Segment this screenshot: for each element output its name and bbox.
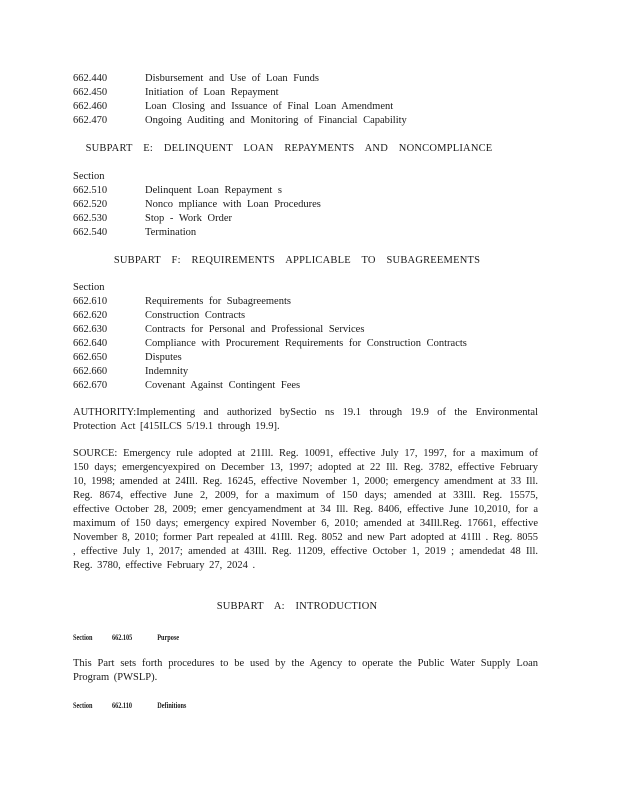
toc-entry-number: 662.640 bbox=[73, 338, 108, 349]
toc-entry bbox=[73, 198, 543, 212]
toc-entry-title: Compliance with Procurement Requirements for Construction Contracts bbox=[145, 338, 467, 349]
toc-entry-title: Stop - Work Order bbox=[145, 213, 232, 224]
section-heading-number: 662.110 bbox=[112, 701, 132, 710]
section-label: Section bbox=[73, 282, 105, 293]
subpart-e-heading: SUBPART E: DELINQUENT LOAN REPAYMENTS AND NONCOMPLIANCE bbox=[85, 143, 493, 154]
toc-entry bbox=[73, 212, 543, 226]
toc-entry-number: 662.540 bbox=[73, 227, 108, 238]
toc-entry-number: 662.650 bbox=[73, 352, 108, 363]
toc-entry-number: 662.660 bbox=[73, 366, 108, 377]
subpart-e-list bbox=[73, 170, 543, 240]
toc-entry bbox=[73, 295, 543, 309]
source-paragraph: SOURCE: Emergency rule adopted at 21Ill. Reg. 10091, effective July 17, 1997, for a maximum of 150 days; emergencyexpired on December 13, 1997; adopted at 22 Ill. Reg. 3782, effective February 10, 1998; amended at 24Ill. Reg. 16245, effective November 1, 2000; emergency amendment at 33 Ill. Reg. 8674, effective June 2, 2009, for a maximum of 150 days; amended at 33Ill. Reg. 15575, effective October 28, 2009; emer gencyamendment at 34 Ill. Reg. 8406, effective June 10,2010, for a maximum of 150 days; emergency expired November 6, 2010; amended at 34Ill.Reg. 17661, effective November 8, 2010; former Part repealed at 41Ill. Reg. 8052 and new Part adopted at 41Ill . Reg. 8055 , effective July 1, 2017; amended at 43Ill. Reg. 11209, effective October 1, 2019 ; amendedat 48 Ill. Reg. 3780, effective February 27, 2024 . bbox=[73, 448, 538, 571]
toc-entry-title: Delinquent Loan Repayment s bbox=[145, 185, 283, 196]
toc-entry-number: 662.530 bbox=[73, 213, 108, 224]
toc-entry-title: Termination bbox=[145, 227, 197, 238]
toc-entry-number: 662.520 bbox=[73, 199, 108, 210]
section-heading-purpose bbox=[73, 631, 179, 645]
toc-entry bbox=[73, 114, 543, 128]
section-label: Section bbox=[73, 171, 105, 182]
toc-entry-title: Ongoing Auditing and Monitoring of Financial Capability bbox=[145, 115, 407, 126]
toc-entry bbox=[73, 86, 543, 100]
section-heading-title: Definitions bbox=[157, 701, 187, 710]
toc-entry-number: 662.470 bbox=[73, 115, 108, 126]
toc-entry-number: 662.620 bbox=[73, 310, 108, 321]
toc-entry-title: Loan Closing and Issuance of Final Loan Amendment bbox=[145, 101, 394, 112]
toc-entry-title: Nonco mpliance with Loan Procedures bbox=[145, 199, 321, 210]
subpart-f-heading: SUBPART F: REQUIREMENTS APPLICABLE TO SUBAGREEMENTS bbox=[113, 255, 481, 266]
section-heading-title: Purpose bbox=[157, 633, 180, 642]
toc-entry-number: 662.440 bbox=[73, 73, 108, 84]
toc-entry bbox=[73, 309, 543, 323]
subpart-a-heading: SUBPART A: INTRODUCTION bbox=[216, 601, 378, 612]
toc-entry-title: Construction Contracts bbox=[145, 310, 246, 321]
toc-entry bbox=[73, 72, 543, 86]
toc-top-list bbox=[73, 72, 543, 128]
toc-entry-number: 662.450 bbox=[73, 87, 108, 98]
authority-paragraph: AUTHORITY:Implementing and authorized bySectio ns 19.1 through 19.9 of the Environmental Protection Act [415ILCS 5/19.1 through 19.9]. bbox=[73, 407, 538, 432]
toc-entry bbox=[73, 365, 543, 379]
toc-entry bbox=[73, 337, 543, 351]
toc-entry-number: 662.460 bbox=[73, 101, 108, 112]
toc-entry-number: 662.630 bbox=[73, 324, 108, 335]
toc-entry-title: Covenant Against Contingent Fees bbox=[145, 380, 301, 391]
section-heading-definitions bbox=[73, 699, 186, 713]
toc-entry-number: 662.610 bbox=[73, 296, 108, 307]
toc-entry-title: Disbursement and Use of Loan Funds bbox=[145, 73, 319, 84]
toc-entry-number: 662.670 bbox=[73, 380, 108, 391]
toc-entry bbox=[73, 323, 543, 337]
toc-entry bbox=[73, 184, 543, 198]
toc-entry bbox=[73, 379, 543, 393]
toc-entry-number: 662.510 bbox=[73, 185, 108, 196]
section-heading-label: Section bbox=[73, 701, 93, 710]
toc-entry bbox=[73, 226, 543, 240]
toc-entry bbox=[73, 100, 543, 114]
toc-entry-title: Requirements for Subagreements bbox=[145, 296, 291, 307]
purpose-paragraph: This Part sets forth procedures to be used by the Agency to operate the Public Water Supply Loan Program (PWSLP). bbox=[73, 658, 538, 683]
toc-entry-title: Initiation of Loan Repayment bbox=[145, 87, 279, 98]
subpart-f-list bbox=[73, 281, 543, 393]
section-heading-label: Section bbox=[73, 633, 93, 642]
section-heading-number: 662.105 bbox=[112, 633, 133, 642]
toc-entry-title: Contracts for Personal and Professional Services bbox=[145, 324, 365, 335]
toc-entry-title: Disputes bbox=[145, 352, 182, 363]
toc-entry bbox=[73, 351, 543, 365]
toc-entry-title: Indemnity bbox=[145, 366, 189, 377]
